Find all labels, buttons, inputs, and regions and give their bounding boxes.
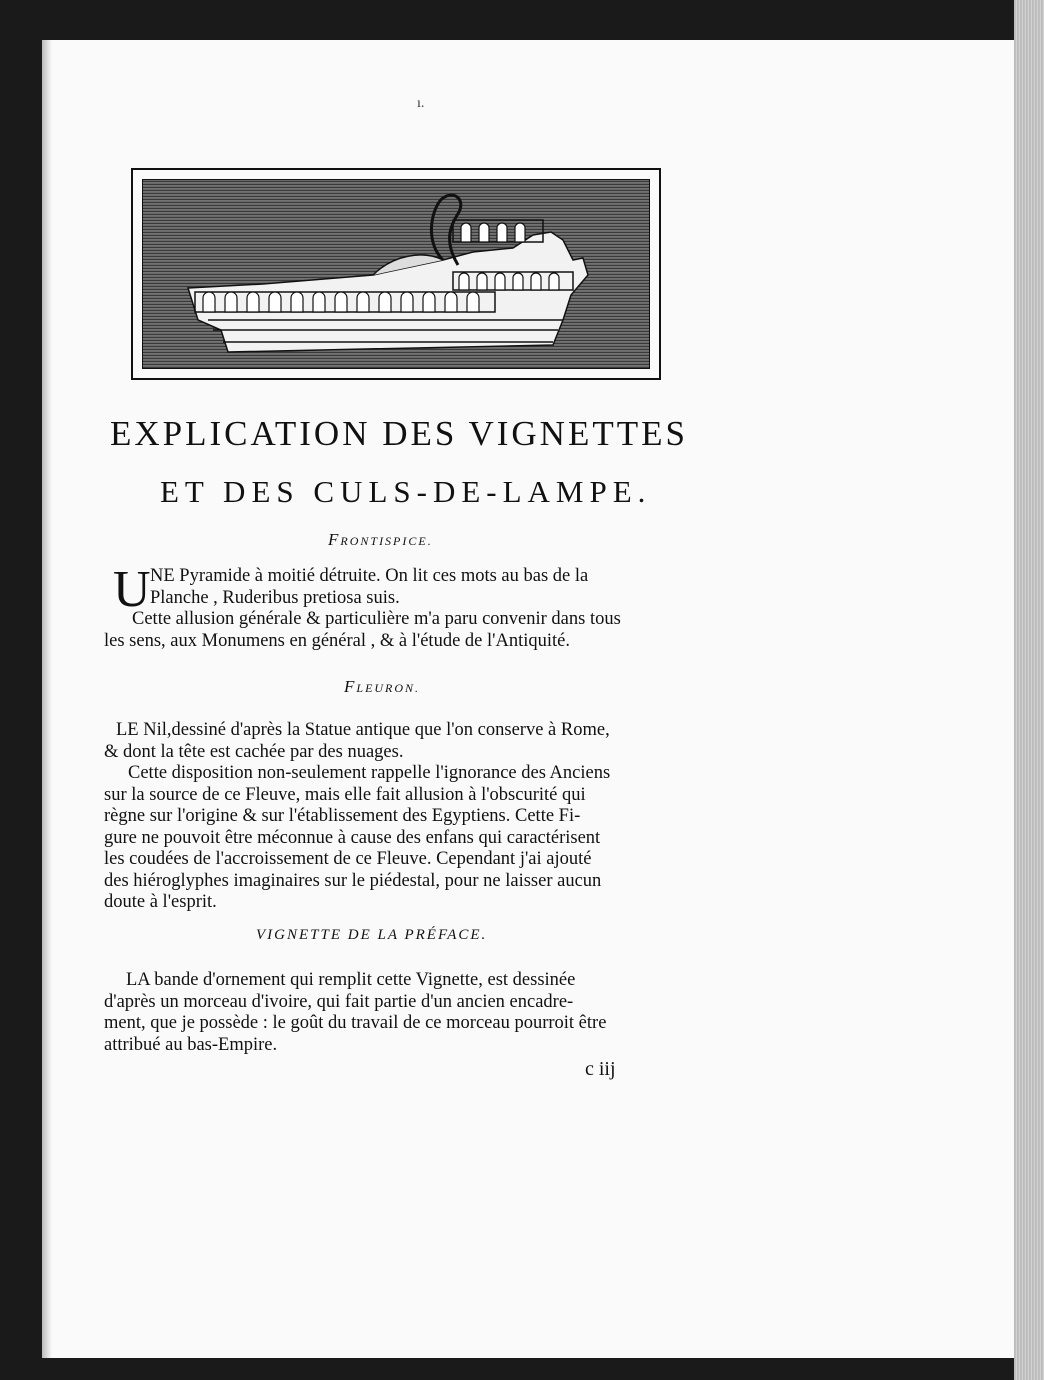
text-line: Planche , Ruderibus pretiosa suis.: [150, 587, 400, 608]
heading-fleuron-initial: F: [344, 677, 357, 696]
heading-fleuron: [344, 677, 420, 697]
text-line: les sens, aux Monumens en général , & à l'étude de l'Antiquité.: [104, 630, 570, 651]
book-page-edges: [1014, 0, 1044, 1380]
text-line: règne sur l'origine & sur l'établissement des Egyptiens. Cette Fi-: [104, 806, 581, 826]
text-line: d'après un morceau d'ivoire, qui fait partie d'un ancien encadre-: [104, 991, 574, 1012]
text-line: ment, que je possède : le goût du travail de ce morceau pourroit être: [104, 1013, 607, 1033]
vignette-hatched-ground: [142, 179, 650, 369]
text-line: Cette disposition non-seulement rappelle l'ignorance des Anciens: [128, 763, 611, 783]
heading-frontispice-initial: F: [328, 530, 341, 549]
drop-cap: U: [113, 561, 151, 618]
text-line: gure ne pouvoit être méconnue à cause des enfans qui caractérisent: [104, 827, 601, 848]
gutter-shadow: [42, 40, 52, 1358]
text-line: & dont la tête est cachée par des nuages.: [104, 741, 404, 762]
ivory-fragment-illustration: [143, 180, 650, 369]
preface-paragraph: [104, 970, 684, 1056]
text-line: NE Pyramide à moitié détruite. On lit ces mots au bas de la: [150, 566, 589, 586]
heading-preface: VIGNETTE DE LA PRÉFACE.: [256, 927, 488, 943]
heading-frontispice-rest: RONTISPICE.: [340, 534, 433, 548]
text-line: les coudées de l'accroissement de ce Fleuve. Cependant j'ai ajouté: [104, 849, 592, 869]
text-line: doute à l'esprit.: [104, 892, 217, 912]
ink-mark: ı.: [417, 96, 425, 111]
text-line: attribué au bas-Empire.: [104, 1034, 278, 1055]
page-signature: c iij: [585, 1058, 616, 1080]
vignette-engraving: [131, 168, 661, 380]
text-line: sur la source de ce Fleuve, mais elle fait allusion à l'obscurité qui: [104, 784, 586, 805]
heading-frontispice: [328, 530, 433, 550]
page-title-line-2: ET DES CULS-DE-LAMPE.: [160, 474, 652, 509]
text-line: LA bande d'ornement qui remplit cette Vignette, est dessinée: [126, 970, 576, 990]
fleuron-paragraph: [104, 720, 684, 914]
frontispice-paragraph-cont: [104, 609, 684, 652]
text-line: LE Nil,dessiné d'après la Statue antique que l'on conserve à Rome,: [116, 720, 610, 740]
heading-fleuron-rest: LEURON.: [356, 681, 421, 695]
frontispice-paragraph: [150, 566, 690, 609]
text-line: des hiéroglyphes imaginaires sur le piédestal, pour ne laisser aucun: [104, 870, 602, 891]
page-title-line-1: EXPLICATION DES VIGNETTES: [110, 414, 688, 453]
text-line: Cette allusion générale & particulière m'a paru convenir dans tous: [132, 609, 621, 629]
